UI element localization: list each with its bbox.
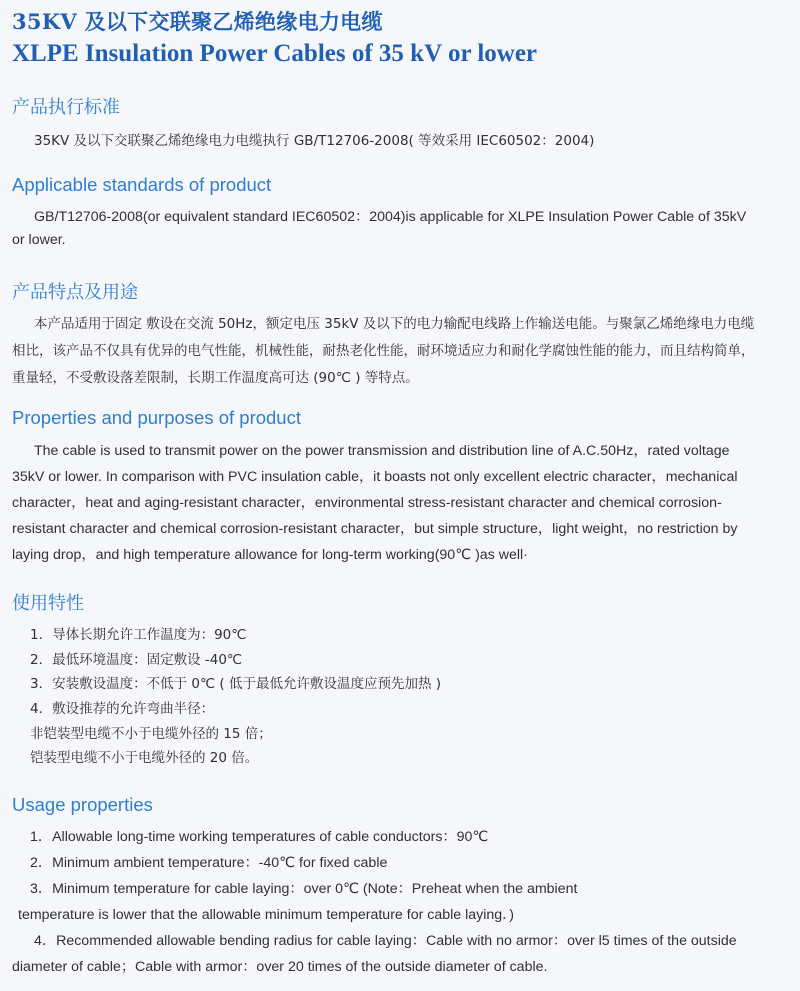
paragraph-line: 重量轻，不受敷设落差限制，长期工作温度高可达 (90℃ ) 等特点。: [12, 370, 419, 386]
list-item: 3．安装敷设温度：不低于 0℃ ( 低于最低允许敷设温度应预先加热 ): [30, 676, 442, 692]
list-item: temperature is lower that the allowable minimum temperature for cable laying．): [18, 907, 514, 923]
list-item: 3．Minimum temperature for cable laying：over 0℃ (Note：Preheat when the ambient: [30, 881, 578, 897]
paragraph-line: 相比，该产品不仅具有优异的电气性能，机械性能，耐热老化性能，耐环境适应力和耐化学腐蚀性能的能力，而且结构简单，: [12, 343, 755, 359]
paragraph-line: 本产品适用于固定 敷设在交流 50Hz，额定电压 35kV 及以下的电力输配电线路上作输送电能。与聚氯乙烯绝缘电力电缆: [34, 316, 755, 332]
list-item: diameter of cable；Cable with armor：over 20 times of the outside diameter of cable.: [12, 959, 548, 975]
list-item: 1．Allowable long-time working temperatures of cable conductors：90℃: [30, 829, 489, 845]
paragraph-line: 35KV 及以下交联聚乙烯绝缘电力电缆执行 GB/T12706-2008( 等效采用 IEC60502：2004): [34, 133, 595, 149]
list-item: 2．Minimum ambient temperature：-40℃ for fixed cable: [30, 855, 388, 871]
paragraph-line: 35kV or lower. In comparison with PVC insulation cable，it boasts not only excellent electric character，mechanical: [12, 469, 738, 485]
list-item: 1．导体长期允许工作温度为：90℃: [30, 627, 247, 643]
list-item: 铠装型电缆不小于电缆外径的 20 倍。: [30, 750, 259, 766]
paragraph-line: GB/T12706-2008(or equivalent standard IEC60502：2004)is applicable for XLPE Insulation Power Cable of 35kV: [34, 209, 747, 225]
section-heading-standards-en: Applicable standards of product: [12, 174, 272, 195]
paragraph-line: The cable is used to transmit power on the power transmission and distribution line of A.C.50Hz，rated voltage: [34, 443, 730, 459]
section-heading-usage-cn: 使用特性: [12, 593, 84, 614]
section-heading-features-en: Properties and purposes of product: [12, 407, 301, 428]
list-item: 非铠装型电缆不小于电缆外径的 15 倍；: [30, 726, 272, 742]
list-item: 4．Recommended allowable bending radius for cable laying：Cable with no armor：over l5 times of the outside: [34, 933, 737, 949]
list-item: 4．敷设推荐的允许弯曲半径：: [30, 701, 215, 717]
document-title-en: XLPE Insulation Power Cables of 35 kV or lower: [12, 40, 538, 67]
section-heading-standards-cn: 产品执行标准: [12, 97, 120, 118]
paragraph-line: character，heat and aging-resistant character，environmental stress-resistant character and chemical corrosion-: [12, 495, 722, 511]
list-item: 2．最低环境温度：固定敷设 -40℃: [30, 652, 243, 668]
section-heading-features-cn: 产品特点及用途: [12, 282, 138, 303]
document-title-cn: 35KV 及以下交联聚乙烯绝缘电力电缆: [12, 9, 383, 34]
paragraph-line: resistant character and chemical corrosion-resistant character，but simple structure，light weight，no restriction by: [12, 521, 738, 537]
paragraph-line: laying drop，and high temperature allowance for long-term working(90℃ )as well·: [12, 547, 528, 563]
section-heading-usage-en: Usage properties: [12, 794, 153, 815]
paragraph-line: or lower.: [12, 232, 66, 248]
